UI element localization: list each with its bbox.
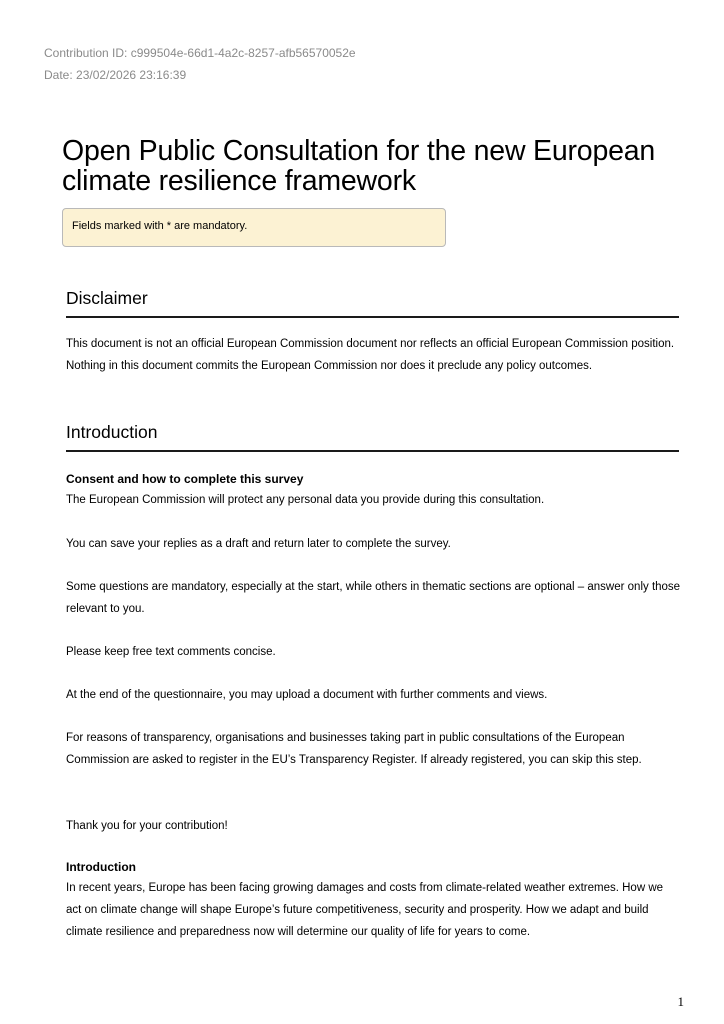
intro-paragraph-concise: Please keep free text comments concise. (66, 646, 276, 658)
intro-paragraph-transparency: For reasons of transparency, organisations and businesses taking part in public consultations of the European Commission are asked to register in the EU’s Transparency Register. If already registered, you can skip this step. (66, 732, 642, 766)
intro-paragraph-data-protection: The European Commission will protect any personal data you provide during this consultation. (66, 494, 545, 506)
intro-paragraph-thanks: Thank you for your contribution! (66, 820, 228, 832)
intro-paragraph-upload: At the end of the questionnaire, you may upload a document with further comments and views. (66, 689, 548, 701)
contribution-date: Date: 23/02/2026 23:16:39 (44, 68, 187, 82)
page-title: Open Public Consultation for the new European climate resilience framework (62, 135, 656, 197)
intro-paragraph-save-draft: You can save your replies as a draft and return later to complete the survey. (66, 538, 451, 550)
page-number: 1 (677, 994, 684, 1009)
contribution-id: Contribution ID: c999504e-66d1-4a2c-8257-afb56570052e (44, 46, 356, 60)
consent-label: Consent and how to complete this survey (66, 472, 304, 486)
introduction-heading: Introduction (66, 422, 679, 452)
mandatory-notice: Fields marked with * are mandatory. (62, 208, 446, 247)
introduction-label: Introduction (66, 860, 136, 874)
disclaimer-text: This document is not an official European Commission document nor reflects an official European Commission position. Nothing in this document commits the European Commission nor does it preclude any policy outcomes. (66, 338, 675, 372)
disclaimer-heading: Disclaimer (66, 288, 679, 318)
introduction-text: In recent years, Europe has been facing growing damages and costs from climate-related weather extremes. How we act on climate change will shape Europe’s future competitiveness, security and prosperity. How we adapt and build climate resilience and preparedness now will determine our quality of life for years to come. (66, 882, 664, 938)
intro-paragraph-mandatory-questions: Some questions are mandatory, especially at the start, while others in thematic sections are optional – answer only those relevant to you. (66, 581, 681, 615)
